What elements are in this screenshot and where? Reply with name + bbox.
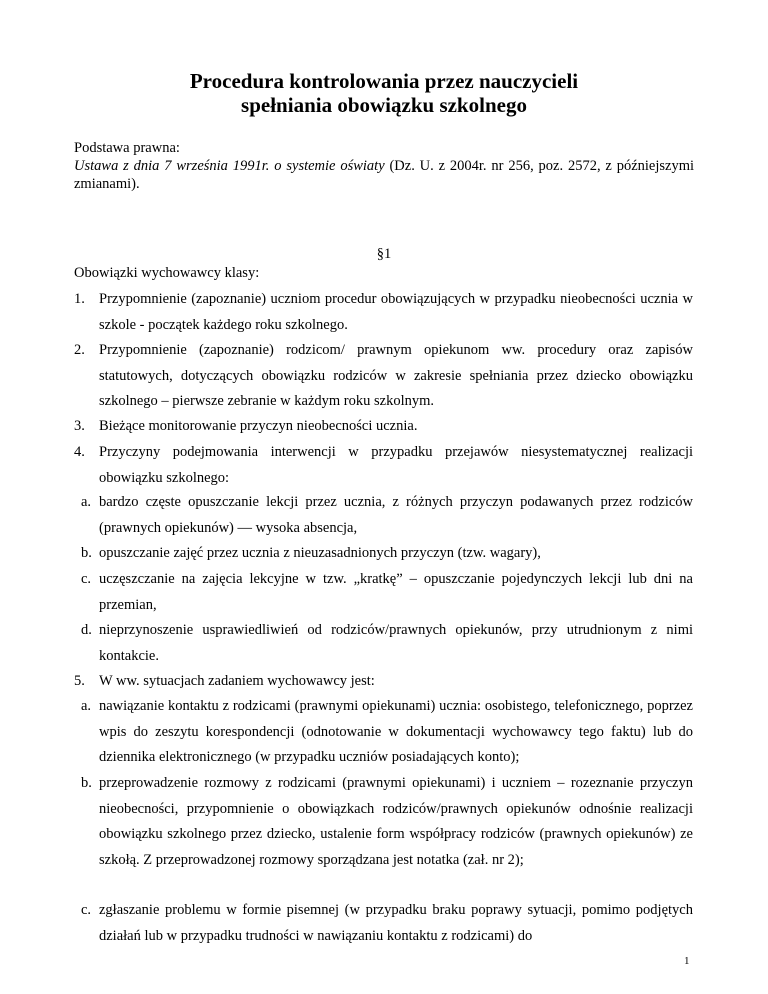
- item-number: 1.: [74, 291, 85, 307]
- sub-list-item: uczęszczanie na zajęcia lekcyjne w tzw. „kratkę” – opuszczanie pojedynczych lekcji lub dni na przemian,: [99, 571, 693, 613]
- document-title-line1: Procedura kontrolowania przez nauczycieli: [189, 69, 579, 93]
- legal-basis-text: [74, 157, 694, 193]
- sub-list-item: zgłaszanie problemu w formie pisemnej (w przypadku braku poprawy sytuacji, pomimo podjętych działań lub w przypadku trudności w nawiązaniu kontaktu z rodzicami) do: [99, 902, 693, 944]
- sub-list-item: nawiązanie kontaktu z rodzicami (prawnymi opiekunami) ucznia: osobistego, telefonicznego, poprzez wpis do zeszytu korespondencji (odnotowanie w dokumentacji wychowawcy tego faktu) lub do dziennika elektronicznego (w przypadku uczniów posiadających konto);: [99, 698, 693, 765]
- list-item: Przypomnienie (zapoznanie) uczniom procedur obowiązujących w przypadku nieobecności ucznia w szkole - początek każdego roku szkolnego.: [99, 291, 693, 333]
- sub-list-item: przeprowadzenie rozmowy z rodzicami (prawnymi opiekunami) i uczniem – rozeznanie przyczyn nieobecności, przypomnienie o obowiązkach rodziców/prawnych opiekunów odnośnie realizacji obowiązku szkolnego przez dziecko, ustalenie form współpracy rodziców (prawnych opiekunów) ze szkołą. Z przeprowadzonej rozmowy sporządzana jest notatka (zał. nr 2);: [99, 775, 693, 868]
- page-number: 1: [684, 955, 690, 967]
- item-number: 3.: [74, 418, 85, 434]
- item-number: 5.: [74, 673, 85, 689]
- list-item: Przypomnienie (zapoznanie) rodzicom/ prawnym opiekunom ww. procedury oraz zapisów statutowych, dotyczących obowiązku rodziców w zakresie spełniania przez dziecko obowiązku szkolnego – pierwsze zebranie w każdym roku szkolnym.: [99, 342, 693, 409]
- sub-list-item: opuszczanie zajęć przez ucznia z nieuzasadnionych przyczyn (tzw. wagary),: [99, 545, 541, 561]
- list-item: Przyczyny podejmowania interwencji w przypadku przejawów niesystematycznej realizacji obowiązku szkolnego:: [99, 444, 693, 486]
- sub-item-letter: b.: [81, 545, 92, 561]
- sub-item-letter: d.: [81, 622, 92, 638]
- sub-item-letter: a.: [81, 698, 92, 714]
- legal-basis-label: Podstawa prawna:: [74, 140, 180, 156]
- sub-item-letter: b.: [81, 775, 92, 791]
- legal-basis-act: Ustawa z dnia 7 września 1991r. o systemie oświaty: [74, 158, 385, 174]
- legal-basis-citation: (Dz. U. z 2004r. nr 256, poz. 2572, z późniejszymi zmianami).: [74, 158, 695, 192]
- sub-item-letter: c.: [81, 902, 92, 918]
- sub-list-item: bardzo częste opuszczanie lekcji przez ucznia, z różnych przyczyn podawanych przez rodziców (prawnych opiekunów) — wysoka absencja,: [99, 494, 693, 536]
- item-number: 2.: [74, 342, 85, 358]
- sub-item-letter: c.: [81, 571, 92, 587]
- document-title-line2: spełniania obowiązku szkolnego: [241, 93, 527, 117]
- list-item: W ww. sytuacjach zadaniem wychowawcy jest:: [99, 673, 375, 689]
- section-mark: §1: [376, 246, 392, 262]
- section-intro: Obowiązki wychowawcy klasy:: [74, 265, 260, 281]
- sub-item-letter: a.: [81, 494, 92, 510]
- sub-list-item: nieprzynoszenie usprawiedliwień od rodziców/prawnych opiekunów, przy utrudnionym z nimi kontakcie.: [99, 622, 693, 664]
- list-item: Bieżące monitorowanie przyczyn nieobecności ucznia.: [99, 418, 418, 434]
- item-number: 4.: [74, 444, 85, 460]
